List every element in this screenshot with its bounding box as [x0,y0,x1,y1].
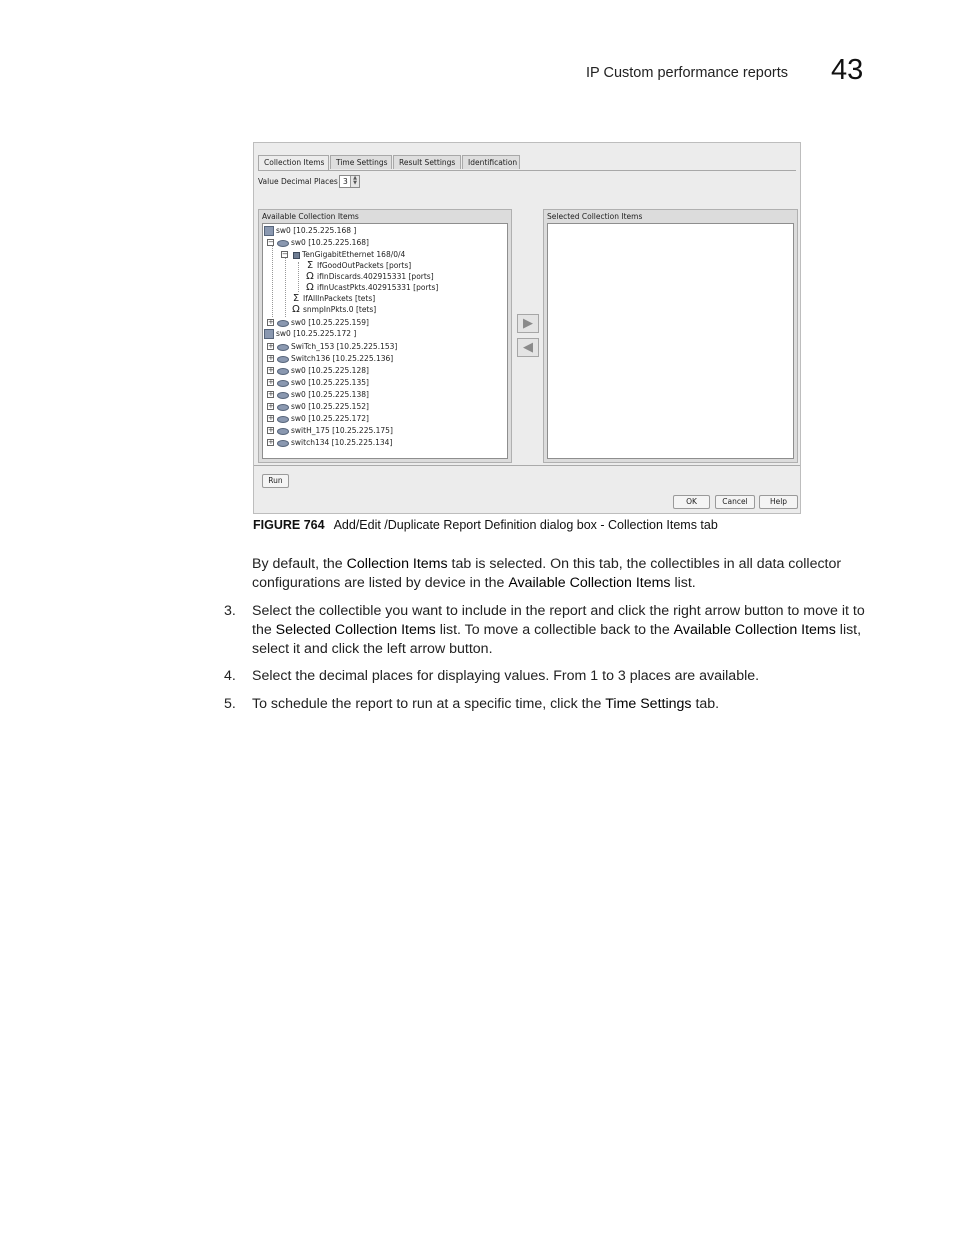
switch-icon [277,320,289,327]
expand-icon[interactable]: + [268,390,274,398]
figure-caption-text: Add/Edit /Duplicate Report Definition dialog box - Collection Items tab [333,518,718,532]
tree-node-label: sw0 [10.25.225.172 ] [276,329,357,338]
switch-icon [277,344,289,351]
tree-node-label: sw0 [10.25.225.168 ] [276,226,357,235]
tree-node-label: IfAllInPackets [tets] [303,294,376,303]
report-definition-dialog [253,142,801,514]
expand-icon[interactable]: + [268,402,274,410]
step-number: 4. [224,668,236,684]
switch-icon [277,440,289,447]
expand-icon[interactable]: + [268,354,274,362]
switch-icon [277,404,289,411]
tree-node-label: snmpInPkts.0 [tets] [303,305,377,314]
tree-node[interactable] [264,328,356,340]
dialog-separator [254,465,800,466]
spinner-arrows[interactable] [350,176,359,187]
switch-icon [277,392,289,399]
spinner-down-icon[interactable]: ▼ [353,180,357,186]
tree-node-label: ifInDiscards.402915331 [ports] [317,272,434,281]
switch-icon [277,380,289,387]
selected-items-panel [543,209,798,463]
help-button[interactable]: Help [759,495,798,509]
tree-node-label: sw0 [10.25.225.172] [291,414,369,423]
tree-node-label: Switch136 [10.25.225.136] [291,354,394,363]
tree-line [272,239,273,317]
switch-icon [277,368,289,375]
move-left-button[interactable] [517,338,539,357]
tree-node-label: sw0 [10.25.225.152] [291,402,369,411]
decimal-places-value: 3 [343,177,348,186]
selected-items-title: Selected Collection Items [547,212,643,221]
tree-node[interactable] [291,304,376,316]
chapter-number: 43 [831,54,864,86]
collapse-icon[interactable]: − [282,250,288,258]
switch-icon [277,240,289,247]
switch-icon [277,428,289,435]
tree-node[interactable] [277,389,369,401]
collapse-icon[interactable]: − [268,238,274,246]
run-button[interactable]: Run [262,474,289,488]
ui-term: Available Collection Items [673,622,836,638]
tab-divider [258,170,796,171]
tab-identification[interactable]: Identification [462,155,520,169]
ok-button[interactable]: OK [673,495,710,509]
spinner-up-icon[interactable]: ▲ [353,175,357,181]
omega-icon: Ω [306,271,314,282]
tree-line [285,251,286,317]
ui-term: Time Settings [605,696,692,712]
sum-icon: Σ [306,260,314,271]
available-items-title: Available Collection Items [262,212,359,221]
tree-node[interactable] [277,365,369,377]
expand-icon[interactable]: + [268,342,274,350]
step-number: 3. [224,603,236,619]
tree-node[interactable] [277,401,369,413]
tree-line [298,262,299,292]
tab-time-settings[interactable]: Time Settings [330,155,392,169]
decimal-places-spinner[interactable] [339,175,360,188]
tab-result-settings[interactable]: Result Settings [393,155,461,169]
ui-term: Selected Collection Items [275,622,436,638]
selected-items-list[interactable] [547,223,794,459]
tree-node-label: sw0 [10.25.225.135] [291,378,369,387]
tree-node-label: switch134 [10.25.225.134] [291,438,393,447]
step-text: Select the decimal places for displaying values. From 1 to 3 places are available. [252,668,760,684]
omega-icon: Ω [292,304,300,315]
sum-icon: Σ [292,293,300,304]
step-text: Select the collectible you want to include in the report and click the right arrow button to move it to the Selected Collection Items list. To move a collectible back to the Available Collection Items list, select it and click the left arrow button. [252,603,865,657]
tree-node-label: TenGigabitEthernet 168/0/4 [302,250,406,259]
tree-node-label: switH_175 [10.25.225.175] [291,426,393,435]
tab-collection-items[interactable]: Collection Items [258,155,329,170]
page-header-title: IP Custom performance reports [586,65,789,81]
tree-node-label: sw0 [10.25.225.159] [291,318,369,327]
figure-caption [253,518,718,532]
cancel-button[interactable]: Cancel [715,495,755,509]
tree-node-label: sw0 [10.25.225.138] [291,390,369,399]
ui-term: Collection Items [346,556,448,572]
tree-node-label: SwiTch_153 [10.25.225.153] [291,342,398,351]
move-right-button[interactable] [517,314,539,333]
switch-icon [277,356,289,363]
tree-node[interactable] [277,341,397,353]
device-group-icon [264,226,274,236]
expand-icon[interactable]: + [268,318,274,326]
tree-node-label: ifInUcastPkts.402915331 [ports] [317,283,439,292]
tree-node-label: sw0 [10.25.225.168] [291,238,369,247]
expand-icon[interactable]: + [268,438,274,446]
device-group-icon [264,329,274,339]
tree-node[interactable] [277,413,369,425]
intro-paragraph: By default, the Collection Items tab is selected. On this tab, the collectibles in all data collector configurations are listed by device in the Available Collection Items list. [252,556,842,591]
expand-icon[interactable]: + [268,426,274,434]
step-number: 5. [224,696,236,712]
expand-icon[interactable]: + [268,378,274,386]
switch-icon [277,416,289,423]
tree-node[interactable] [277,353,393,365]
tree-node[interactable] [264,225,356,237]
ui-term: Available Collection Items [508,575,671,591]
tree-node[interactable] [277,437,392,449]
tree-node-label: IfGoodOutPackets [ports] [317,261,412,270]
available-items-panel [258,209,512,463]
tree-node[interactable] [277,237,369,249]
left-arrow-icon: ◀ [523,340,533,355]
right-arrow-icon: ▶ [523,316,533,331]
decimal-places-label: Value Decimal Places [258,177,338,186]
tree-node-label: sw0 [10.25.225.128] [291,366,369,375]
tree-node[interactable] [277,425,393,437]
omega-icon: Ω [306,282,314,293]
step-text: To schedule the report to run at a specific time, click the Time Settings tab. [252,696,720,712]
port-icon [293,252,300,259]
expand-icon[interactable]: + [268,366,274,374]
available-items-list[interactable] [262,223,508,459]
tree-node[interactable] [277,377,369,389]
figure-number: FIGURE 764 [253,518,325,532]
expand-icon[interactable]: + [268,414,274,422]
